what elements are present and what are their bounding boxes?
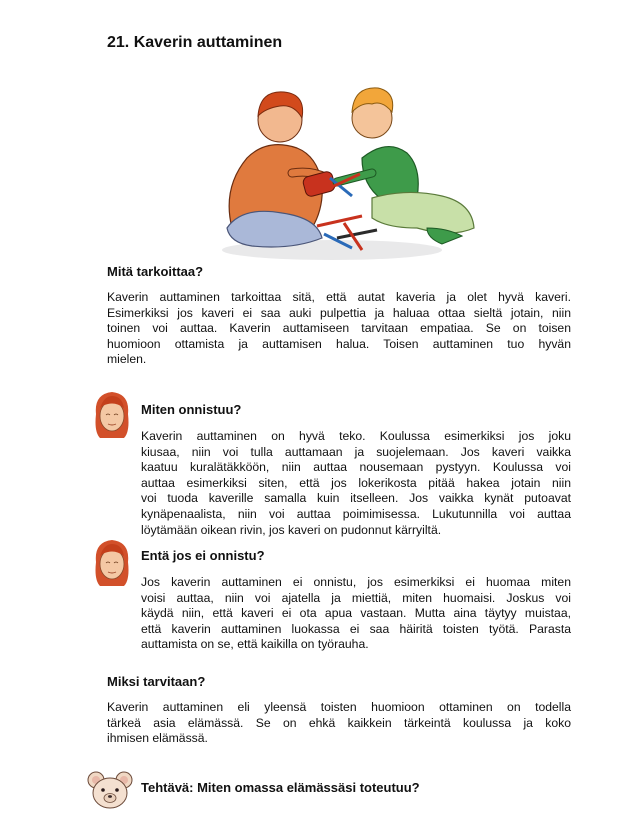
section-heading-how: Miten onnistuu? (141, 402, 242, 417)
section-text-what: Kaverin auttaminen tarkoittaa sitä, että autat kaveria ja olet hyvä kaveri. Esimerkiksi jos kaveri ei saa auki pulpettia ja haluaa ottaa sieltä jotain, niin toinen voi auttaa. Kaverin auttamiseen tarvitaan empatiaa. Se on toisen huomioon ottamista ja auttamisen halua. Toisen auttaminen tuo hyvän mielen. (107, 290, 571, 367)
section-text-how: Kaverin auttaminen on hyvä teko. Koulussa esimerkiksi jos joku kiusaa, niin voi tulla auttamaan ja suojelemaan. Jos kaveri vaikka kaatuu kuralätäkköön, niin auttaa nousemaan pystyyn. Koulussa voi auttaa esimerkiksi siten, että jos lokerikosta pitää hakea jotain niin voi tuoda kaverille samalla kuin itselleen. Jos vaikka kynät putoavat kynäpenaalista, niin voi auttaa poimimisessa. Lukutunnilla voi auttaa löytämään oikean rivin, jos kaveri on pudonnut kärryiltä. (141, 429, 571, 537)
teddy-bear-icon (86, 770, 134, 812)
section-heading-why: Miksi tarvitaan? (107, 674, 206, 689)
page-title: 21. Kaverin auttaminen (107, 34, 283, 51)
section-text-fail: Jos kaverin auttaminen ei onnistu, jos esimerkiksi ei huomaa miten voisi auttaa, niin voi ajatella ja miettiä, miten huomaisi. Joskus voi käydä niin, että kaveri ei ota apua vastaan. Mutta aina täytyy muistaa, että kaverin auttaminen luokassa ei saa häiritä toisten työtä. Parasta auttamista on se, että kaikilla on työrauha. (141, 575, 571, 652)
section-text-why: Kaverin auttaminen eli yleensä toisten huomioon ottaminen on todella tärkeä asia elämässä. Se on ehkä kaikkein tärkeintä koulussa ja koko ihmisen elämässä. (107, 700, 571, 746)
section-heading-what: Mitä tarkoittaa? (107, 264, 204, 279)
section-heading-fail: Entä jos ei onnistu? (141, 548, 265, 563)
girl-face-icon (90, 388, 134, 440)
section-heading-task: Tehtävä: Miten omassa elämässäsi toteutuu? (141, 780, 420, 795)
girl-face-icon (90, 536, 134, 588)
children-helping-illustration (212, 78, 492, 270)
